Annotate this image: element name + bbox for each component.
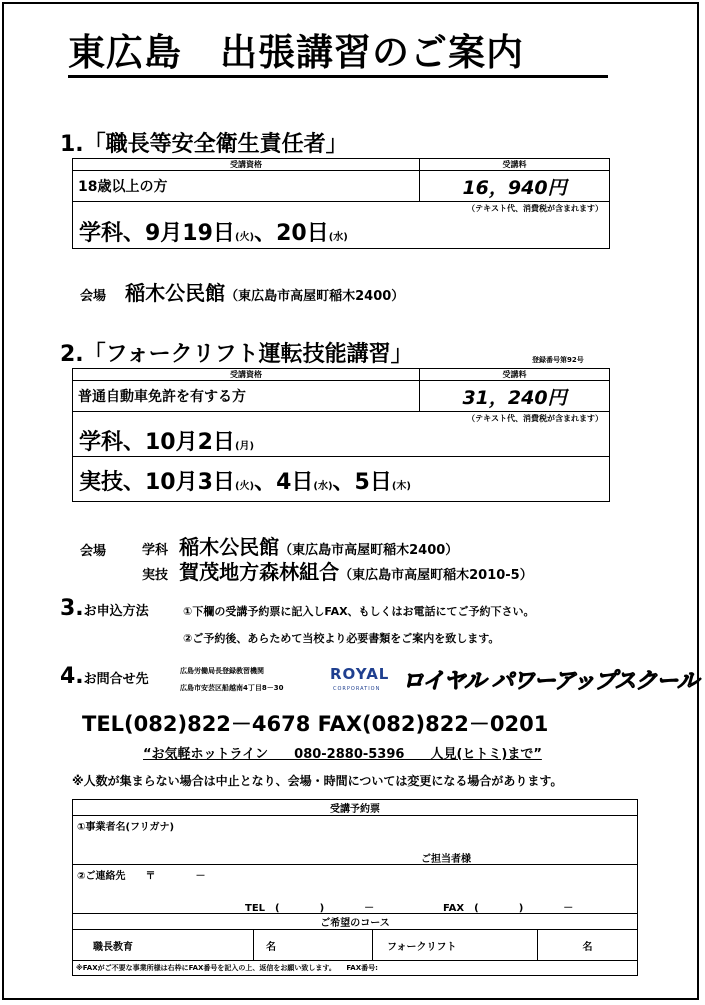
venue-label: 会場	[80, 289, 107, 304]
section1-table	[72, 158, 610, 249]
form-course-header: ご希望のコース	[73, 914, 638, 930]
hotline: “お気軽ホットライン 080-2880-5396 人見(ヒトミ)まで”	[143, 747, 542, 762]
section2-fee-header: 受講料	[420, 369, 610, 381]
page-title: 東広島 出張講習のご案内	[68, 31, 524, 74]
section2-venue-label: 会場	[80, 544, 107, 559]
section2-qualification: 普通自動車免許を有する方	[73, 381, 420, 412]
form-fax-label: FAX ( ) －	[443, 903, 574, 914]
application-heading: 3.お申込方法	[60, 596, 149, 621]
application-step-1: ①下欄の受講予約票に記入しFAX、もしくはお電話にてご予約下さい。	[183, 605, 535, 618]
form-address-cell[interactable]	[73, 865, 638, 914]
application-step-2: ②ご予約後、あらためて当校より必要書類をご案内を致します。	[183, 632, 500, 645]
royal-logo: ROYAL	[330, 665, 390, 683]
venue-address: （東広島市高屋町稲木2400）	[225, 289, 405, 304]
section2-schedule-1: 学科、10月2日(月)	[79, 430, 255, 455]
section2-table	[72, 368, 610, 502]
section1-schedule: 学科、9月19日(火)、20日(水)	[79, 221, 348, 246]
contact-org: 広島労働局長登録教習機関	[180, 667, 264, 675]
caution-note: ※人数が集まらない場合は中止となり、会場・時間については変更になる場合があります。	[72, 774, 563, 788]
form-course1-count[interactable]: 名	[254, 930, 373, 961]
section2-reg-no: 登録番号第92号	[532, 356, 584, 364]
section1-fee-note: （テキスト代、消費税が含まれます）	[467, 204, 603, 213]
section2-schedule-cell-1	[73, 412, 610, 457]
form-footer[interactable]: ※FAXがご不要な事業所様は右枠にFAX番号を記入の上、返信をお願い致します。 FAX番号:	[73, 961, 638, 976]
contact-heading: 4.お問合せ先	[60, 664, 149, 689]
title-underline	[68, 75, 608, 78]
form-course2-label: フォークリフト	[373, 930, 538, 961]
venue-name: 稲木公民館	[125, 281, 226, 305]
section2-number: 2.	[60, 342, 84, 367]
section2-schedule-cell-2	[73, 457, 610, 502]
section2-title: 「フォークリフト運転技能講習」	[83, 342, 413, 367]
form-title: 受講予約票	[73, 800, 638, 816]
section2-fee-note: （テキスト代、消費税が含まれます）	[467, 414, 603, 423]
contact-address: 広島市安芸区船越南4丁目8－30	[180, 684, 284, 692]
section1-title: 「職長等安全衛生責任者」	[83, 132, 348, 157]
section1-schedule-cell	[73, 202, 610, 249]
section2-heading	[60, 337, 413, 368]
section1-qualification: 18歳以上の方	[73, 171, 420, 202]
royal-logo-sub: CORPORATION	[333, 686, 381, 692]
section2-schedule-2: 実技、10月3日(火)、4日(水)、5日(木)	[79, 470, 411, 495]
form-tel-label: TEL ( ) －	[245, 903, 375, 914]
section2-venue-1: 学科 稲木公民館（東広島市高屋町稲木2400）	[142, 535, 459, 559]
form-company-label: ①事業者名(フリガナ)	[77, 822, 175, 833]
form-course2-count[interactable]: 名	[538, 930, 638, 961]
section2-fee: 31，240円	[420, 381, 610, 412]
section2-qual-header: 受講資格	[73, 369, 420, 381]
section1-qual-header: 受講資格	[73, 159, 420, 171]
form-address-label: ②ご連絡先 〒 －	[77, 871, 206, 882]
section1-heading	[60, 127, 348, 158]
form-contact-person: ご担当者様	[421, 854, 471, 865]
section1-number: 1.	[60, 132, 84, 157]
form-course1-label: 職長教育	[73, 930, 254, 961]
section1-fee: 16，940円	[420, 171, 610, 202]
tel-fax: TEL(082)822－4678 FAX(082)822－0201	[82, 712, 549, 736]
section2-venue-2: 実技 賀茂地方森林組合（東広島市高屋町稲木2010-5）	[142, 560, 533, 584]
section1-fee-header: 受講料	[420, 159, 610, 171]
reservation-form	[72, 799, 638, 976]
form-company-cell[interactable]	[73, 816, 638, 865]
section1-venue	[80, 277, 404, 306]
school-name: ロイヤル パワーアップスクール	[402, 669, 698, 694]
